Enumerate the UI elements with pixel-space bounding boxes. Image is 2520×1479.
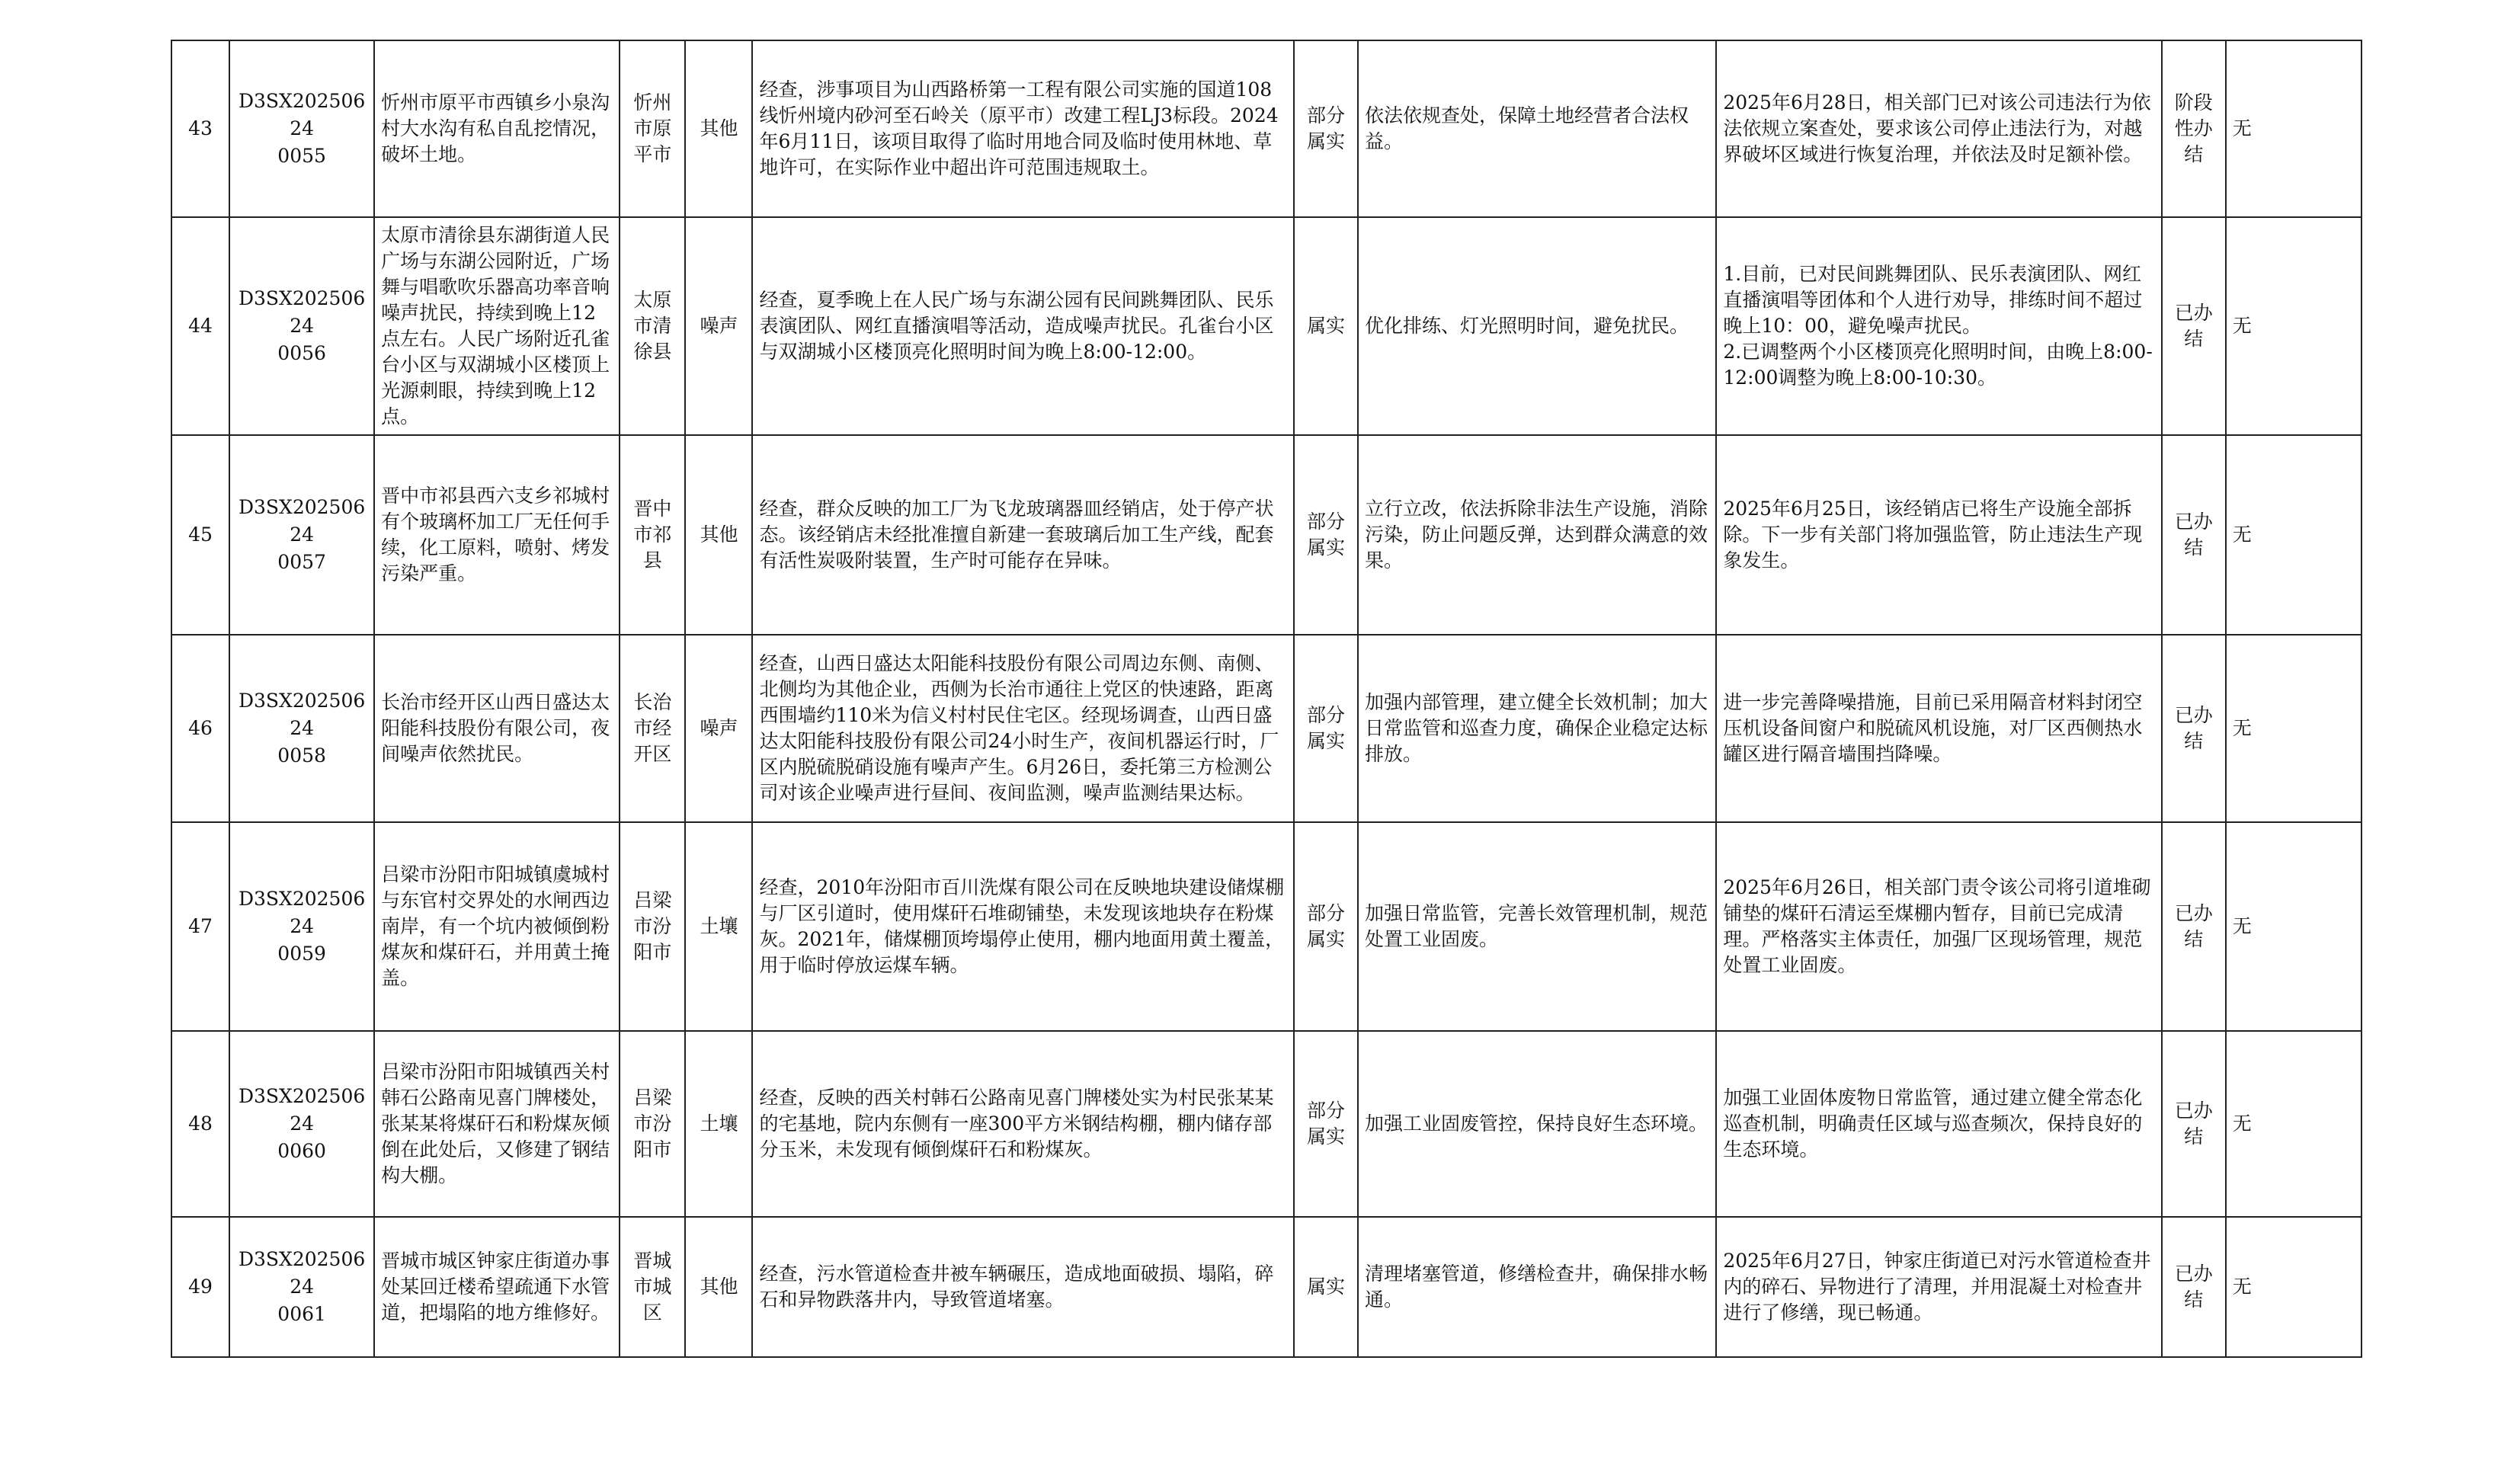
case-code-line-2: 0060 bbox=[277, 1140, 326, 1162]
case-code-line-2: 0061 bbox=[277, 1303, 326, 1325]
row-number: 49 bbox=[171, 1217, 229, 1357]
case-code bbox=[229, 435, 374, 635]
row-number: 48 bbox=[171, 1031, 229, 1217]
table-row bbox=[171, 217, 2361, 435]
case-code bbox=[229, 822, 374, 1031]
investigation-finding: 经查，反映的西关村韩石公路南见喜门牌楼处实为村民张某某的宅基地，院内东侧有一座300平方米钢结构棚，棚内储存部分玉米，未发现有倾倒煤矸石和粉煤灰。 bbox=[752, 1031, 1293, 1217]
investigation-finding: 经查，夏季晚上在人民广场与东湖公园有民间跳舞团队、民乐表演团队、网红直播演唱等活动，造成噪声扰民。孔雀台小区与双湖城小区楼顶亮化照明时间为晚上8:00-12:00。 bbox=[752, 217, 1293, 435]
issue-description: 太原市清徐县东湖街道人民广场与东湖公园附近，广场舞与唱歌吹乐器高功率音响噪声扰民，持续到晚上12点左右。人民广场附近孔雀台小区与双湖城小区楼顶上光源刺眼，持续到晚上12点。 bbox=[374, 217, 620, 435]
row-number: 47 bbox=[171, 822, 229, 1031]
pollution-type: 噪声 bbox=[685, 635, 752, 822]
handling-opinion: 立行立改，依法拆除非法生产设施，消除污染，防止问题反弹，达到群众满意的效果。 bbox=[1358, 435, 1716, 635]
investigation-finding: 经查，涉事项目为山西路桥第一工程有限公司实施的国道108线忻州境内砂河至石岭关（原平市）改建工程LJ3标段。2024年6月11日，该项目取得了临时用地合同及临时使用林地、草地许可，在实际作业中超出许可范围违规取土。 bbox=[752, 40, 1293, 217]
issue-description: 长治市经开区山西日盛达太阳能科技股份有限公司，夜间噪声依然扰民。 bbox=[374, 635, 620, 822]
case-code bbox=[229, 40, 374, 217]
status: 已办结 bbox=[2162, 1031, 2226, 1217]
pollution-type: 土壤 bbox=[685, 822, 752, 1031]
truthfulness: 部分属实 bbox=[1294, 40, 1358, 217]
truthfulness: 部分属实 bbox=[1294, 1031, 1358, 1217]
rectification-progress: 进一步完善降噪措施，目前已采用隔音材料封闭空压机设备间窗户和脱硫风机设施，对厂区西侧热水罐区进行隔音墙围挡降噪。 bbox=[1716, 635, 2161, 822]
issue-description: 吕梁市汾阳市阳城镇西关村韩石公路南见喜门牌楼处，张某某将煤矸石和粉煤灰倾倒在此处后，又修建了钢结构大棚。 bbox=[374, 1031, 620, 1217]
investigation-finding: 经查，群众反映的加工厂为飞龙玻璃器皿经销店，处于停产状态。该经销店未经批准擅自新建一套玻璃后加工生产线，配套有活性炭吸附装置，生产时可能存在异味。 bbox=[752, 435, 1293, 635]
petition-table bbox=[171, 40, 2362, 1358]
status: 已办结 bbox=[2162, 822, 2226, 1031]
rectification-progress: 加强工业固体废物日常监管，通过建立健全常态化巡查机制，明确责任区域与巡查频次，保持良好的生态环境。 bbox=[1716, 1031, 2161, 1217]
case-code-line-1: D3SX20250624 bbox=[238, 1248, 366, 1298]
rectification-progress: 2025年6月28日，相关部门已对该公司违法行为依法依规立案查处，要求该公司停止违法行为，对越界破坏区域进行恢复治理，并依法及时足额补偿。 bbox=[1716, 40, 2161, 217]
case-code-line-1: D3SX20250624 bbox=[238, 888, 366, 937]
rectification-progress bbox=[1716, 217, 2161, 435]
table-row bbox=[171, 40, 2361, 217]
rectification-progress: 2025年6月25日，该经销店已将生产设施全部拆除。下一步有关部门将加强监管，防止违法生产现象发生。 bbox=[1716, 435, 2161, 635]
row-number: 46 bbox=[171, 635, 229, 822]
region: 晋中市祁县 bbox=[620, 435, 685, 635]
accountability: 无 bbox=[2226, 635, 2361, 822]
truthfulness: 部分属实 bbox=[1294, 822, 1358, 1031]
case-code-line-1: D3SX20250624 bbox=[238, 496, 366, 546]
row-number: 43 bbox=[171, 40, 229, 217]
pollution-type: 噪声 bbox=[685, 217, 752, 435]
case-code-line-2: 0058 bbox=[277, 744, 326, 767]
status: 已办结 bbox=[2162, 435, 2226, 635]
truthfulness: 属实 bbox=[1294, 217, 1358, 435]
issue-description: 晋中市祁县西六支乡祁城村有个玻璃杯加工厂无任何手续，化工原料，喷射、烤发污染严重。 bbox=[374, 435, 620, 635]
table-row bbox=[171, 635, 2361, 822]
region: 长治市经开区 bbox=[620, 635, 685, 822]
table-row bbox=[171, 1031, 2361, 1217]
table-row bbox=[171, 1217, 2361, 1357]
region: 吕梁市汾阳市 bbox=[620, 1031, 685, 1217]
pollution-type: 其他 bbox=[685, 435, 752, 635]
case-code-line-2: 0055 bbox=[277, 145, 326, 167]
case-code bbox=[229, 1217, 374, 1357]
pollution-type: 土壤 bbox=[685, 1031, 752, 1217]
case-code-line-1: D3SX20250624 bbox=[238, 90, 366, 139]
case-code-line-1: D3SX20250624 bbox=[238, 690, 366, 739]
handling-opinion: 优化排练、灯光照明时间，避免扰民。 bbox=[1358, 217, 1716, 435]
region: 晋城市城区 bbox=[620, 1217, 685, 1357]
status: 已办结 bbox=[2162, 1217, 2226, 1357]
handling-opinion: 加强工业固废管控，保持良好生态环境。 bbox=[1358, 1031, 1716, 1217]
table-row bbox=[171, 822, 2361, 1031]
region: 忻州市原平市 bbox=[620, 40, 685, 217]
progress-line: 2.已调整两个小区楼顶亮化照明时间，由晚上8:00-12:00调整为晚上8:00-10:30。 bbox=[1723, 341, 2153, 389]
handling-opinion: 加强内部管理，建立健全长效机制；加大日常监管和巡查力度，确保企业稳定达标排放。 bbox=[1358, 635, 1716, 822]
truthfulness: 部分属实 bbox=[1294, 635, 1358, 822]
investigation-finding: 经查，山西日盛达太阳能科技股份有限公司周边东侧、南侧、北侧均为其他企业，西侧为长治市通往上党区的快速路，距离西围墙约110米为信义村村民住宅区。经现场调查，山西日盛达太阳能科技股份有限公司24小时生产，夜间机器运行时，厂区内脱硫脱硝设施有噪声产生。6月26日，委托第三方检测公司对该企业噪声进行昼间、夜间监测，噪声监测结果达标。 bbox=[752, 635, 1293, 822]
case-code-line-1: D3SX20250624 bbox=[238, 287, 366, 337]
rectification-progress: 2025年6月26日，相关部门责令该公司将引道堆砌铺垫的煤矸石清运至煤棚内暂存，目前已完成清理。严格落实主体责任，加强厂区现场管理，规范处置工业固废。 bbox=[1716, 822, 2161, 1031]
investigation-finding: 经查，2010年汾阳市百川洗煤有限公司在反映地块建设储煤棚与厂区引道时，使用煤矸石堆砌铺垫，未发现该地块存在粉煤灰。2021年，储煤棚顶垮塌停止使用，棚内地面用黄土覆盖，用于临时停放运煤车辆。 bbox=[752, 822, 1293, 1031]
case-code bbox=[229, 217, 374, 435]
pollution-type: 其他 bbox=[685, 40, 752, 217]
status: 已办结 bbox=[2162, 635, 2226, 822]
region: 太原市清徐县 bbox=[620, 217, 685, 435]
rectification-progress: 2025年6月27日，钟家庄街道已对污水管道检查井内的碎石、异物进行了清理，并用混凝土对检查井进行了修缮，现已畅通。 bbox=[1716, 1217, 2161, 1357]
case-code-line-1: D3SX20250624 bbox=[238, 1085, 366, 1135]
case-code bbox=[229, 1031, 374, 1217]
case-code bbox=[229, 635, 374, 822]
handling-opinion: 依法依规查处，保障土地经营者合法权益。 bbox=[1358, 40, 1716, 217]
case-code-line-2: 0056 bbox=[277, 342, 326, 364]
case-code-line-2: 0059 bbox=[277, 943, 326, 965]
investigation-finding: 经查，污水管道检查井被车辆碾压，造成地面破损、塌陷，碎石和异物跌落井内，导致管道堵塞。 bbox=[752, 1217, 1293, 1357]
region: 吕梁市汾阳市 bbox=[620, 822, 685, 1031]
row-number: 44 bbox=[171, 217, 229, 435]
case-code-line-2: 0057 bbox=[277, 551, 326, 573]
pollution-type: 其他 bbox=[685, 1217, 752, 1357]
row-number: 45 bbox=[171, 435, 229, 635]
truthfulness: 部分属实 bbox=[1294, 435, 1358, 635]
truthfulness: 属实 bbox=[1294, 1217, 1358, 1357]
status: 已办结 bbox=[2162, 217, 2226, 435]
table-row bbox=[171, 435, 2361, 635]
issue-description: 晋城市城区钟家庄街道办事处某回迁楼希望疏通下水管道，把塌陷的地方维修好。 bbox=[374, 1217, 620, 1357]
issue-description: 吕梁市汾阳市阳城镇虞城村与东官村交界处的水闸西边南岸，有一个坑内被倾倒粉煤灰和煤矸石，并用黄土掩盖。 bbox=[374, 822, 620, 1031]
status: 阶段性办结 bbox=[2162, 40, 2226, 217]
progress-line: 1.目前，已对民间跳舞团队、民乐表演团队、网红直播演唱等团体和个人进行劝导，排练时间不超过晚上10：00，避免噪声扰民。 bbox=[1723, 263, 2143, 337]
accountability: 无 bbox=[2226, 40, 2361, 217]
accountability: 无 bbox=[2226, 822, 2361, 1031]
handling-opinion: 加强日常监管，完善长效管理机制，规范处置工业固废。 bbox=[1358, 822, 1716, 1031]
accountability: 无 bbox=[2226, 217, 2361, 435]
handling-opinion: 清理堵塞管道，修缮检查井，确保排水畅通。 bbox=[1358, 1217, 1716, 1357]
accountability: 无 bbox=[2226, 435, 2361, 635]
accountability: 无 bbox=[2226, 1031, 2361, 1217]
accountability: 无 bbox=[2226, 1217, 2361, 1357]
issue-description: 忻州市原平市西镇乡小泉沟村大水沟有私自乱挖情况，破坏土地。 bbox=[374, 40, 620, 217]
